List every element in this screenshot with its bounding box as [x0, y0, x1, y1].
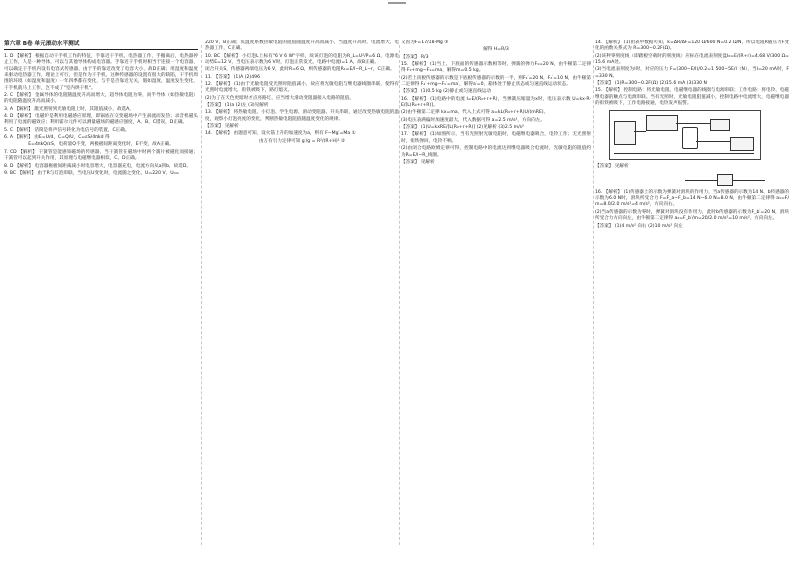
- answer-paragraph: (3)电压表满偏时加速度最大，代入数据可得 a=2.5 m/s²，方向向左。: [401, 117, 545, 123]
- amplifier-box: [646, 115, 678, 131]
- wire: [614, 153, 754, 154]
- wire: [676, 123, 710, 124]
- column-4: [595, 40, 789, 540]
- column-1: [4, 40, 198, 540]
- answer-paragraph: 15. 【解析】 控制电路：将光敏电阻、电磁继电器的线圈与电源串联；工作电路：将电铃、电磁继电器的触点与电源串联。当有光照时，光敏电阻阻值减小，控制电路中电流增大，电磁继电器的衔铁被吸下，工作电路接通，电铃发声报警。: [595, 88, 789, 107]
- answer-line: 【答案】 见解析: [595, 164, 629, 170]
- answer-paragraph: (2)该秤零刻度线（即踏板空载时的刻度线）应标在电流表刻度盘I₀=E/(R+r)=4.68 V/300 Ω=15.6 mA处。: [595, 53, 789, 66]
- answer-paragraph: 10. BC 【解析】 小灯泡L上标有"6 V 6 W"字样，故该灯泡的电阻为R_L=U²/P=6 Ω，电源电动势E=12 V，当电压表示数为6 V时，灯泡正常发光，电路中电流I=1 A，故B正确。: [205, 53, 399, 66]
- wire: [696, 141, 730, 142]
- circuit-diagram: [609, 110, 761, 160]
- answer-paragraph: 3. A 【解析】 激光照射到光敏电阻上时，其阻值减小，故选A。: [4, 106, 134, 112]
- equation: 解得 H=R/3: [483, 47, 509, 53]
- answer-paragraph: (3)当电流表刻度为I时，对应的压力 F=(300−E/I)/0.2=1 500−5E/I（N），当I=20 mA时，F=330 N。: [595, 67, 789, 79]
- battery-figure: [730, 137, 754, 151]
- answer-line: 【答案】 (1)0.5 kg (2)静止或匀速直线运动: [401, 89, 491, 95]
- block-figure: [717, 174, 733, 186]
- bell-figure: [710, 119, 730, 131]
- equation: 又因为F=17/18·Mg ③: [401, 40, 449, 45]
- answer-paragraph: 12. 【解析】 (1)由于光敏电阻受光照时阻值减小，故应将光敏电阻与继电器线圈串联，使得有光照时电流增大，衔铁被吸下，路灯熄灭。: [205, 82, 399, 94]
- relay-coil-figure: [682, 127, 698, 149]
- answer-paragraph: 16. 【解析】 (1)电路中的电流 I=E/(R₀+r+R)，当弹簧压缩量为x时，电压表示数 U=kx·R·E/[L(R₀+r+R)]。: [401, 96, 591, 109]
- equation: E=4πkQ/εS，电荷量Q不变，两极板间距离变化时，E不变，故A正确。: [28, 142, 174, 148]
- spring-block-figure: [685, 173, 765, 187]
- column-divider: [399, 45, 400, 545]
- page-header: [4, 40, 198, 50]
- unit-title: B卷 单元滚动水平测试: [22, 41, 80, 47]
- column-2: [205, 40, 399, 540]
- column-divider: [593, 45, 594, 545]
- answer-line: 【答案】 (1)R=300−0.2F(Ω) (2)15.6 mA (3)330 N: [595, 81, 707, 87]
- answer-paragraph: 17. 【解析】 (1)如图所示，当有光照射光敏电阻时，电磁继电器吸合，电铃工作；无光照射时，衔铁弹回，电铃不响。: [401, 132, 591, 144]
- answer-paragraph: 9. BC 【解析】 由于R与灯泡串联，当电压U变化时，电流随之变化，U=220 V，U₀=: [4, 170, 180, 176]
- answer-paragraph: 1. D 【解析】 根据自动干手机工作的特征，手靠近干手机，电热器工作，手撤离后，电热器停止工作，人是一种导体，可以与其他导体构成电容器。手靠近干手机时相当于连接一个电容器，可以确定干手机内设有电容式传感器，由于手的靠近改变了电容大小，故D正确；用湿度和温度来驱动电热器工作，理论上可行，但是作为干手机，这种传感器的设置有很大的缺陷，干手机周围的环境（如湿度和温度）一年四季都在变化，与手是否靠近无关，假如湿度、温度发生变化，干手机就马上工作，岂不成了"室内烘干机"。: [4, 54, 198, 91]
- answer-paragraph: 13. 【解析】 将热敏电阻、小灯泡、学生电源、滑动变阻器、开关串联，通过改变热敏电阻的温度，观察小灯泡亮度的变化，判断热敏电阻阻值随温度变化的规律。: [205, 110, 399, 122]
- column-3: [401, 40, 591, 540]
- answer-paragraph: 7. CD 【解析】 干簧管是能感知磁场的传感器，当干簧管在磁场中时两个簧片被磁化而接通；干簧管可以起到开关作用，其原理与电磁继电器相似，C、D正确。: [4, 149, 198, 162]
- answer-line: 【答案】 见解析: [205, 124, 239, 130]
- answer-paragraph: 220 V，B正确；负温度系数热敏电阻的阻值随温度升高而减小，当温度升高时，电流增大，电热器工作，C正确。: [205, 40, 399, 52]
- answer-line: 11. 【答案】 (1)A (2)496: [205, 74, 260, 80]
- answer-paragraph: 2. C 【解析】 金属导体的电阻随温度升高而增大，超导体电阻为零，而半导体（如热敏电阻）的电阻随温度升高而减小。: [4, 93, 198, 105]
- column-divider: [201, 45, 202, 545]
- answer-paragraph: 14. 【解析】 由题意可知，设火箭上升的加速度为a，则有 F−Mg′=Ma ①: [205, 131, 356, 137]
- wire: [634, 131, 646, 132]
- answer-line: 【答案】 (1)U=kxRE/[L(R₀+r+R)] (2)见解析 (3)2.5 m/s²: [401, 125, 524, 131]
- answer-line: 【答案】 见解析: [401, 159, 435, 165]
- answer-paragraph: 14. 【解析】 (1)由表中数据可知，k=ΔR/ΔF=120 Ω/600 N=0.2 Ω/N，所以电阻R随压力F变化的函数关系式为 R=300−0.2F(Ω)。: [595, 40, 789, 52]
- answer-paragraph: (2)由牛顿第二定律 kx=ma，代入上式可得 a=kL(R₀+r+R)U/(mRE)。: [401, 110, 549, 116]
- answer-paragraph: 16. 【解析】 (1)传感器上的示数为弹簧对滑块的作用力，当a传感器的示数为14 N、b传感器的示数为6.0 N时，滑块所受合力 F=F_a−F_b=14 N−6.0 N=8.0 N，由牛顿第二定律得 a₁=F/m=8.0/2.0 m/s²=4 m/s²，方向向右。: [595, 189, 789, 208]
- chapter-label: 第六章: [4, 41, 21, 47]
- equation: 由万有引力定律可知 g′/g = R²/(R+H)² ②: [258, 138, 346, 144]
- answer-paragraph: (2)当a传感器的示数为零时，弹簧对滑块没有作用力，此时b传感器的示数为F_b′=20 N，滑块所受合力方向向左，由牛顿第二定律得 a₂=F_b′/m=20/2.0 m/s²=10 m/s²，方向向左。: [595, 209, 789, 222]
- answer-paragraph: 15. 【解析】 (1)当上、下底面的传感器示数相等时，弹簧的弹力F₁=20 N，由牛顿第二定律得 F₂+mg−F₁=ma，解得m=0.5 kg。: [401, 62, 591, 74]
- answer-paragraph: 闭合开关S，传感器两端电压为6 V，此时R=6 Ω，则传感器的电阻R₁=E/I−R_L−r，C正确。: [205, 67, 395, 73]
- answer-line: 【答案】 (1)4 m/s² 向右 (2)10 m/s² 向左: [595, 223, 683, 229]
- answer-paragraph: 8. D 【解析】 电容器极板间距离减小时电容增大，电容器充电，电流方向从a到b，故选D。: [4, 163, 191, 169]
- answer-paragraph: 5. C 【解析】 话筒是将声信号转化为电信号的装置，C正确。: [4, 127, 130, 133]
- page-top-mark: [388, 2, 406, 4]
- answer-line: 【答案】 R/3: [401, 54, 429, 60]
- answer-paragraph: (2)若上顶板传感器的示数是下底板传感器的示数的一半，则F₁′=20 N，F₂′=10 N，由牛顿第二定律得 F₂′+mg−F₁′=ma′，解得a′=0，箱体处于静止状态或匀速直线运动状态。: [401, 75, 591, 88]
- answer-paragraph: 4. D 【解析】 电磁炉是利用电磁感应原理，即锅底在交变磁场中产生涡流而发热；录音机磁头利用了电流的磁效应；利用霍尔元件可以测量磁场的磁感应强度，A、B、C错误，D正确。: [4, 114, 198, 126]
- answer-line: 【答案】 (1)a (2)左 (3)见解析: [205, 103, 269, 109]
- light-source-figure: [614, 121, 636, 145]
- answer-paragraph: 6. A 【解析】 由E=U/d，C=Q/U，C=εS/4πkd 得: [4, 135, 110, 141]
- answer-paragraph: (2)为了在天色更暗时才点亮路灯，应当增大滑动变阻器接入电路的阻值。: [205, 95, 354, 101]
- answer-paragraph: (2)由闭合电路欧姆定律可得，控制电路中的电流达到继电器吸合电流时，光敏电阻的阻值约为R=E/I−R_线圈。: [401, 146, 591, 158]
